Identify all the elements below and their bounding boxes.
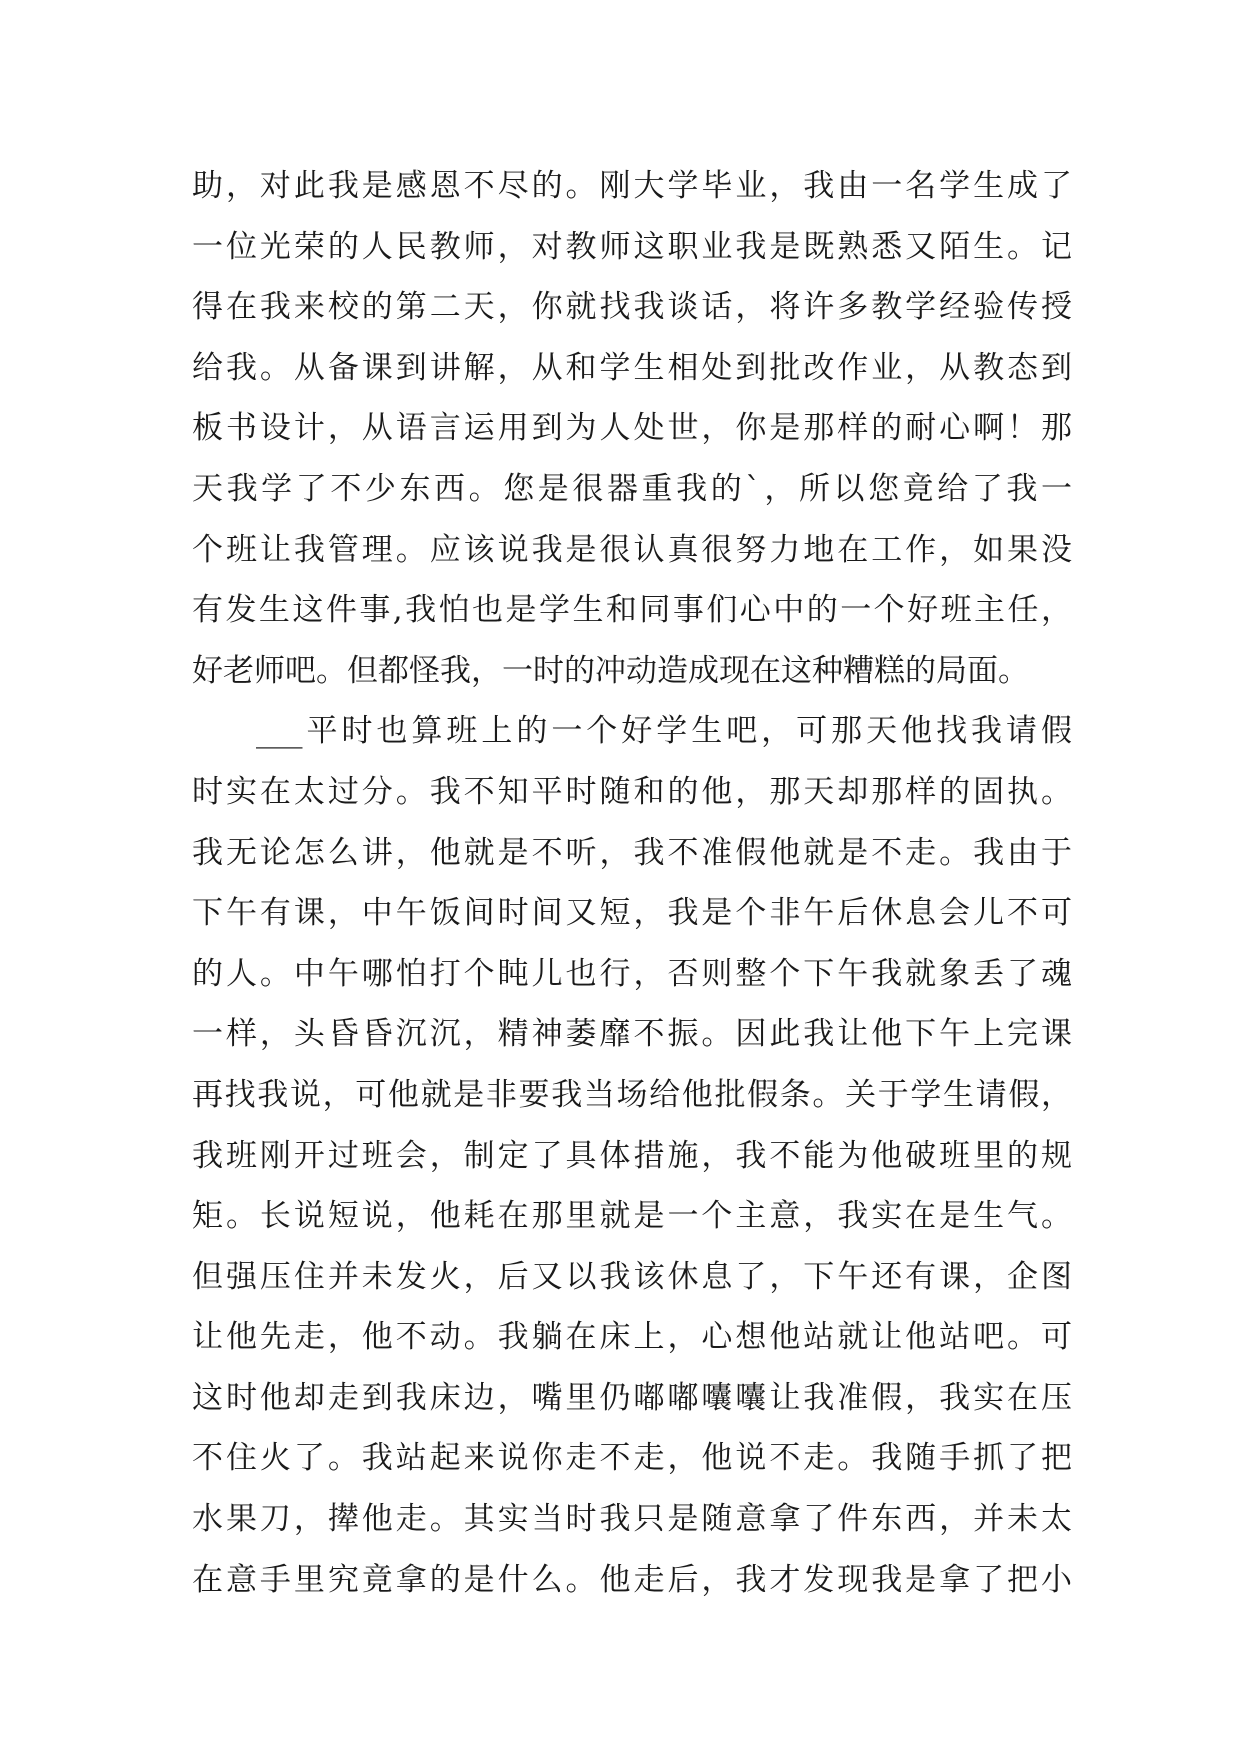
- text-line-11: 时实在太过分。我不知平时随和的他，那天却那样的固执。: [192, 773, 1072, 810]
- text-line-14: 的人。中午哪怕打个盹儿也行，否则整个下午我就象丢了魂: [192, 955, 1072, 992]
- text-line-20: 让他先走，他不动。我躺在床上，心想他站就让他站吧。可: [192, 1319, 1072, 1356]
- text-line-16: 再找我说，可他就是非要我当场给他批假条。关于学生请假，: [192, 1076, 1072, 1113]
- text-line-15: 一样，头昏昏沉沉，精神萎靡不振。因此我让他下午上完课: [192, 1016, 1072, 1053]
- text-line-5: 板书设计，从语言运用到为人处世，你是那样的耐心啊！那: [192, 410, 1072, 447]
- text-line-19: 但强压住并未发火，后又以我该休息了，下午还有课，企图: [192, 1258, 1072, 1295]
- text-line-18: 矩。长说短说，他耗在那里就是一个主意，我实在是生气。: [192, 1198, 1072, 1235]
- text-line-3: 得在我来校的第二天，你就找我谈话，将许多教学经验传授: [192, 289, 1072, 326]
- body-text: [192, 156, 1072, 1610]
- text-line-22: 不住火了。我站起来说你走不走，他说不走。我随手抓了把: [192, 1440, 1072, 1477]
- text-line-10: ___平时也算班上的一个好学生吧，可那天他找我请假: [256, 713, 1072, 750]
- text-line-7: 个班让我管理。应该说我是很认真很努力地在工作，如果没: [192, 531, 1072, 568]
- text-line-6: 天我学了不少东西。您是很器重我的`，所以您竟给了我一: [192, 470, 1072, 507]
- text-line-12: 我无论怎么讲，他就是不听，我不准假他就是不走。我由于: [192, 834, 1072, 871]
- text-line-23: 水果刀，撵他走。其实当时我只是随意拿了件东西，并未太: [192, 1501, 1072, 1538]
- text-line-21: 这时他却走到我床边，嘴里仍嘟嘟囔囔让我准假，我实在压: [192, 1379, 1072, 1416]
- text-line-17: 我班刚开过班会，制定了具体措施，我不能为他破班里的规: [192, 1137, 1072, 1174]
- text-line-24: 在意手里究竟拿的是什么。他走后，我才发现我是拿了把小: [192, 1561, 1072, 1598]
- text-line-2: 一位光荣的人民教师，对教师这职业我是既熟悉又陌生。记: [192, 228, 1072, 265]
- text-line-4: 给我。从备课到讲解，从和学生相处到批改作业，从教态到: [192, 349, 1072, 386]
- text-line-9: 好老师吧。但都怪我，一时的冲动造成现在这种糟糕的局面。: [192, 652, 1029, 689]
- text-line-1: 助，对此我是感恩不尽的。刚大学毕业，我由一名学生成了: [192, 168, 1072, 204]
- text-line-13: 下午有课，中午饭间时间又短，我是个非午后休息会儿不可: [192, 895, 1072, 932]
- text-line-8: 有发生这件事,我怕也是学生和同事们心中的一个好班主任，: [192, 592, 1072, 629]
